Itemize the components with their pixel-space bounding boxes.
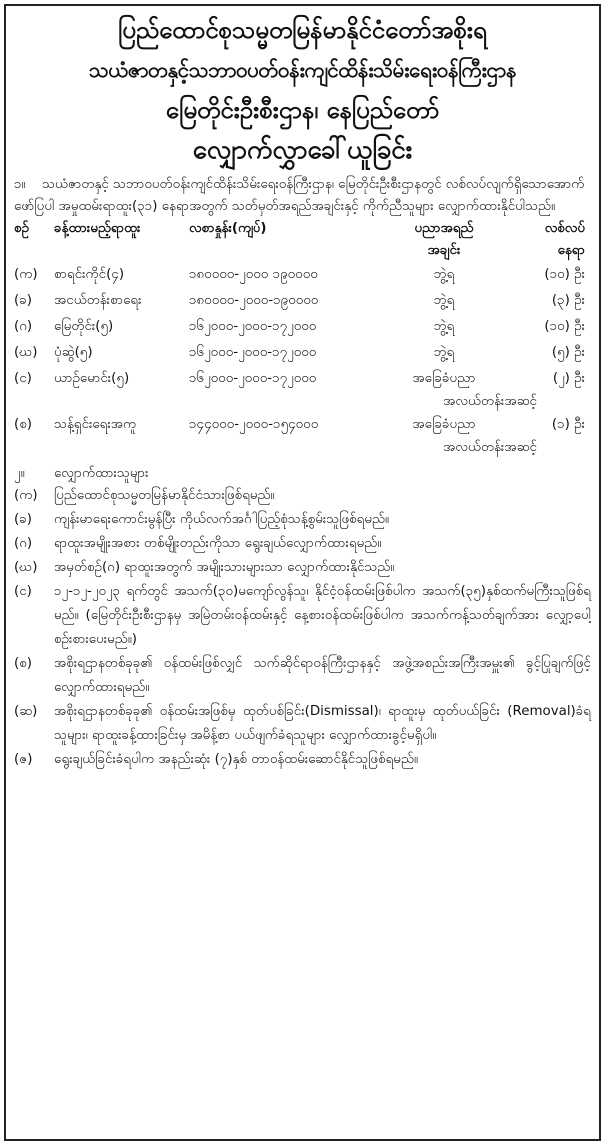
row-post: အငယ်တန်းစာရေး [54, 293, 142, 308]
row-post: ပုံဆွဲ(၅) [54, 345, 93, 360]
row-education: အခြေခံပညာ [412, 371, 476, 386]
header-post: ခန့်ထားမည့်ရာထူး [54, 221, 141, 236]
list-item-label: (ခ) [14, 512, 32, 527]
header-no: စဉ် [14, 221, 29, 236]
list-item-text: ကျန်းမာရေးကောင်းမွန်ပြီး ကိုယ်လက်အင်္ဂါပြည့်စုံသန့်စွမ်းသူဖြစ်ရမည်။ [54, 512, 389, 527]
list-item [14, 508, 591, 532]
list-item [14, 532, 591, 556]
title-department: မြေတိုင်းဦးစီးဌာန၊ နေပြည်တော် [165, 96, 440, 124]
row-education: ဘွဲ့ရ [433, 267, 455, 282]
table-row-continued [14, 392, 591, 412]
row-salary: ၁၄၄၀၀၀-၂၀၀၀-၁၅၄၀၀၀ [189, 417, 319, 432]
title-announcement: လျှောက်လွှာခေါ်ယူခြင်း [192, 135, 413, 165]
header-vacancy: လစ်လပ် [544, 221, 585, 236]
list-item [14, 556, 591, 580]
row-vacancy: (၅) ဦး [551, 345, 585, 360]
row-post: စာရင်းကိုင်(၄) [54, 267, 125, 282]
requirements-list [14, 484, 591, 772]
table-row [14, 288, 591, 314]
row-salary: ၁၆၂၀၀၀-၂၀၀၀-၁၇၂၀၀၀ [189, 345, 317, 360]
list-item-label: (င) [14, 584, 32, 599]
section-2-title: လျှောက်ထားသူများ [54, 466, 149, 481]
list-item-label: (စ) [14, 656, 32, 671]
row-salary: ၁၈၀၀၀၀-၂၀၀၀-၁၉၀၀၀၀ [189, 293, 319, 308]
vacancy-table [14, 218, 591, 458]
list-item [14, 580, 591, 652]
list-item-text: အစိုးရဌာနတစ်ခုခု၏ ဝန်ထမ်းဖြစ်လျှင် သက်ဆိုင်ရာဝန်ကြီးဌာနနှင့် အဖွဲ့အစည်းအကြီးအမှူး၏ ခွင့်ပြုချက်ဖြင့် လျှောက်ထားရမည်။ [54, 656, 591, 695]
list-item-label: (ဃ) [14, 560, 38, 575]
list-item [14, 748, 591, 772]
list-item [14, 652, 591, 700]
row-vacancy: (၃) ဦး [551, 293, 585, 308]
table-row [14, 340, 591, 366]
row-number: (က) [14, 267, 38, 282]
row-number: (ဂ) [14, 319, 33, 334]
list-item-text: အစိုးရဌာနတစ်ခုခု၏ ဝန်ထမ်းအဖြစ်မှ ထုတ်ပစ်ခြင်း(Dismissal)၊ ရာထူးမှ ထုတ်ပယ်ခြင်း (Removal)ခံရသူများ၊ ရာထူးခန့်ထားခြင်းမှ အမိန့်စာ ပယ်ဖျက်ခံရသူများ လျှောက်ထားခွင့်မရှိပါ။ [54, 704, 591, 743]
row-education: အခြေခံပညာ [412, 417, 476, 432]
title-government: ပြည်ထောင်စုသမ္မတမြန်မာနိုင်ငံတော်အစိုးရ [118, 16, 487, 44]
section-2-heading [14, 464, 591, 484]
row-number: (ခ) [14, 293, 32, 308]
table-header-row [14, 218, 591, 240]
row-vacancy: (၂) ဦး [552, 371, 585, 386]
intro-paragraph [14, 174, 591, 218]
row-education-level: အလယ်တန်းအဆင့် [443, 440, 537, 455]
list-item-text: အမှတ်စဉ်(ဂ) ရာထူးအတွက် အမျိုးသားများသာ လျှောက်ထားနိုင်သည်။ [54, 560, 395, 575]
table-row [14, 412, 591, 438]
list-item [14, 700, 591, 748]
row-education: ဘွဲ့ရ [433, 319, 455, 334]
list-item-text: ပြည်ထောင်စုသမ္မတမြန်မာနိုင်ငံသားဖြစ်ရမည်။ [54, 488, 275, 503]
list-item-text: ၁၂-၁၂-၂၀၂၃ ရက်တွင် အသက်(၃၀)မကျော်လွန်သူ၊ နိုင်ငံ့ဝန်ထမ်းဖြစ်ပါက အသက်(၃၅)နှစ်ထက်မကြီးသူဖြစ်ရမည်။ (မြေတိုင်းဦးစီးဌာနမှ အမြဲတမ်းဝန်ထမ်းနှင့် နေ့စားဝန်ထမ်းဖြစ်ပါက အသက်ကန့်သတ်ချက်အား လျှော့ပေါ့စဉ်းစားပေးမည်။) [54, 584, 591, 647]
table-row [14, 314, 591, 340]
row-salary: ၁၆၂၀၀၀-၂၀၀၀-၁၇၂၀၀၀ [189, 319, 317, 334]
row-post: သန့်ရှင်းရေးအကူ [54, 417, 137, 432]
intro-number: ၁။ [14, 177, 26, 192]
header-salary: လစာနှုန်း(ကျပ်) [189, 221, 267, 236]
table-row [14, 262, 591, 288]
title-ministry: သယံဇာတနှင့်သဘာဝပတ်ဝန်းကျင်ထိန်းသိမ်းရေးဝန်ကြီးဌာန [88, 58, 517, 82]
row-education: ဘွဲ့ရ [433, 293, 455, 308]
row-salary: ၁၈၀၀၀၀-၂၀၀၀ ၁၉၀၀၀၀ [189, 267, 318, 282]
row-number: (စ) [14, 417, 32, 432]
row-number: (င) [14, 371, 32, 386]
row-vacancy: (၁၀) ဦး [544, 319, 585, 334]
header-education-sub: အချင်း [427, 243, 461, 258]
table-header-sub-row [14, 240, 591, 262]
header-vacancy-sub: နေရာ [557, 243, 585, 258]
row-vacancy: (၁) ဦး [551, 417, 585, 432]
row-post: ယာဉ်မောင်း(၅) [54, 371, 130, 386]
table-row-continued [14, 438, 591, 458]
header-education: ပညာအရည် [414, 221, 474, 236]
list-item-label: (ဆ) [14, 704, 38, 719]
list-item-text: ရာထူးအမျိုးအစား တစ်မျိုးတည်းကိုသာ ရွေးချယ်လျှောက်ထားရမည်။ [54, 536, 382, 551]
row-post: မြေတိုင်း(၅) [54, 319, 114, 334]
table-row [14, 366, 591, 392]
intro-text: သယံဇာတနှင့် သဘာဝပတ်ဝန်းကျင်ထိန်းသိမ်းရေးဝန်ကြီးဌာန၊ မြေတိုင်းဦးစီးဌာနတွင် လစ်လပ်လျက်ရှိသောအောက်ဖော်ပြပါ အမှုထမ်းရာထူး(၃၁) နေရာအတွက် သတ်မှတ်အရည်အချင်းနှင့် ကိုက်ညီသူများ လျှောက်ထားနိုင်ပါသည်။ [14, 177, 585, 214]
table-body [14, 262, 591, 458]
list-item-label: (ဂ) [14, 536, 33, 551]
row-education: ဘွဲ့ရ [433, 345, 455, 360]
list-item-label: (က) [14, 488, 38, 503]
row-number: (ဃ) [14, 345, 38, 360]
list-item-text: ရွေးချယ်ခြင်းခံရပါက အနည်းဆုံး (၇)နှစ် တာဝန်ထမ်းဆောင်နိုင်သူဖြစ်ရမည်။ [54, 752, 418, 767]
row-vacancy: (၁၀) ဦး [544, 267, 585, 282]
notice-frame [4, 4, 601, 1141]
list-item [14, 484, 591, 508]
list-item-label: (ဇ) [14, 752, 33, 767]
section-2-number: ၂။ [14, 466, 25, 481]
row-salary: ၁၆၂၀၀၀-၂၀၀၀-၁၇၂၀၀၀ [189, 371, 317, 386]
row-education-level: အလယ်တန်းအဆင့် [443, 394, 537, 409]
